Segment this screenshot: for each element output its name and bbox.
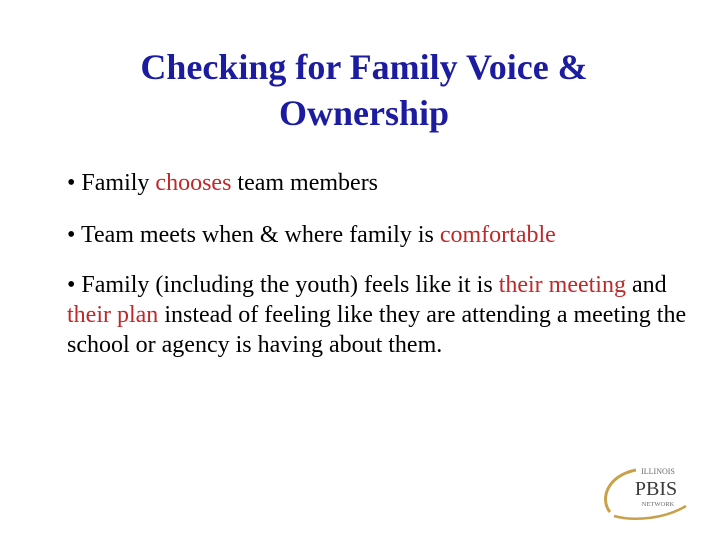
bullet-text: Family (81, 170, 156, 196)
bullet-text: Team meets when & where family is (80, 222, 440, 248)
illinois-pbis-network-logo (596, 462, 692, 522)
highlight-text: their meeting (498, 272, 626, 298)
bullet-marker: • (67, 272, 82, 298)
bullet-text: instead of feeling like they are attending a meeting the school or agency is having about them. (67, 302, 687, 358)
logo-swoosh (606, 470, 636, 512)
highlight-text: comfortable (439, 222, 556, 248)
highlight-text: their plan (67, 302, 159, 328)
logo-graphic (596, 462, 692, 522)
slide-title (0, 44, 720, 136)
title-line-2: Ownership (278, 93, 450, 133)
logo-main-text: PBIS (634, 478, 678, 500)
bullet-text: and (625, 272, 667, 298)
bullet-marker: • (67, 170, 82, 196)
logo-top-text: ILLINOIS (641, 467, 675, 476)
title-line-1: Checking for Family Voice & (140, 47, 588, 87)
bullet-text: team members (231, 170, 379, 196)
bullet-item-2 (67, 220, 556, 250)
logo-bottom-text: NETWORK (641, 501, 675, 508)
bullet-text: Family (including the youth) feels like it is (81, 272, 499, 298)
highlight-text: chooses (155, 170, 232, 196)
bullet-item-1 (67, 168, 378, 198)
bullet-marker: • (67, 222, 81, 248)
bullet-item-3 (67, 270, 687, 360)
